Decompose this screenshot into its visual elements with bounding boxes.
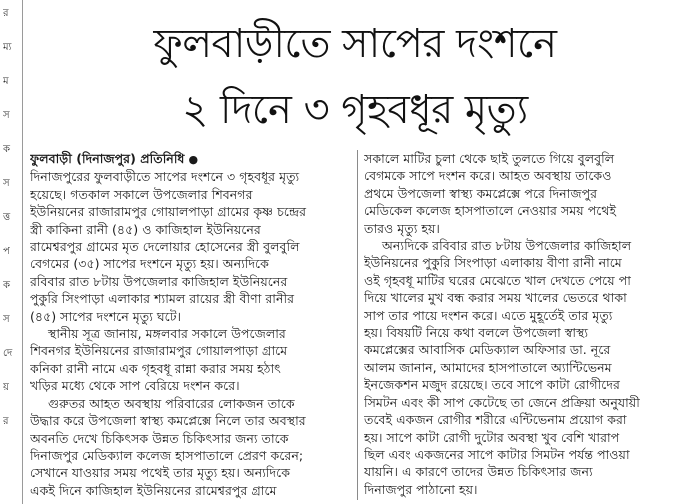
article-line: ইউনিয়নের পুকুরি সিংপাড়া এলাকায় বীণা রানী নামে — [364, 255, 622, 271]
article-line: উদ্ধার করে উপজেলা স্বাস্থ্য কমপ্লেক্সে নিলে তার অবস্থার — [30, 413, 306, 429]
left-column-body — [30, 168, 352, 499]
adjacent-article-fragment: ক — [3, 280, 10, 291]
article-line: মেডিকেল কলেজ হাসপাতালে নেওয়ার সময় পথেই — [364, 203, 617, 219]
adjacent-article-fragment: ম্য — [3, 42, 12, 53]
adjacent-article-fragment: স — [3, 314, 10, 325]
article-line: ওই গৃহবধূ মাটির ঘরের মেঝেতে খাল দেখতে পেয়ে পা — [364, 272, 631, 288]
article-line: সেখানে যাওয়ার সময় পথেই তার মৃত্যু হয়। অন্যদিকে — [30, 465, 290, 481]
article-line: স্ত্রী কাকিনা রানী (৪৫) ও কাজিহাল ইউনিয়নের — [30, 221, 261, 237]
headline-line-2: ২ দিনে ৩ গৃহবধূর মৃত্যু — [182, 87, 528, 133]
adjacent-article-fragment: ক — [3, 144, 10, 155]
adjacent-article-fragment: প — [3, 246, 10, 257]
article-line: রামেশ্বরপুর গ্রামের মৃত দেলোয়ার হোসেনের স্ত্রী বুলবুলি — [30, 239, 300, 255]
article-line: ইউনিয়নের রাজারামপুর গোয়ালপাড়া গ্রামের কৃষ্ণ চন্দ্রের — [30, 204, 307, 220]
article-line: দিনাজপুর পাঠানো হয়। — [364, 481, 478, 497]
adjacent-article-strip — [0, 0, 23, 504]
article-line: সকালে মাটির চুলা থেকে ছাই তুলতে গিয়ে বুলবুলি — [364, 151, 615, 166]
adjacent-article-fragment: র — [3, 416, 9, 427]
article-column-left — [30, 150, 352, 499]
byline-text: ফুলবাড়ী (দিনাজপুর) প্রতিনিধি — [30, 151, 185, 166]
article-line: সাপ তার পায়ে দংশন করে। এতে মুহূর্তেই তার মৃত্যু — [364, 307, 613, 323]
article-line: প্রথমে উপজেলা স্বাস্থ্য কমপ্লেক্সে পরে দিনাজপুর — [364, 185, 598, 201]
article-line: কনিকা রানী নামে এক গৃহবধূ রান্না করার সময় হঠাৎ — [30, 360, 281, 376]
adjacent-article-fragment: স — [3, 110, 10, 121]
watermark-logo — [472, 237, 592, 259]
article-line: শিবনগর ইউনিয়নের রাজারামপুর গোয়ালপাড়া গ্রামে — [30, 343, 288, 359]
article-line: অন্যদিকে রবিবার রাত ৮টায় উপজেলার কাজিহাল — [382, 238, 632, 254]
right-column-body — [364, 150, 682, 498]
article-line: তবেই একজন রোগীর শরীরে এন্টিভেনাম প্রয়োগ করা — [364, 412, 627, 428]
article-line: ছিল এবং একজনের সাপে কাটার সিমটন পর্যন্ত পাওয়া — [364, 446, 630, 462]
article-line: হয়। সাপে কাটা রোগী দুটোর অবস্থা খুব বেশি খারাপ — [364, 429, 620, 445]
article-line: বেগমকে সাপে দংশন করে। আহত অবস্থায় তাকেও — [364, 168, 612, 184]
byline-bullet-icon: ● — [188, 153, 199, 166]
article-line: দিনাজপুরের ফুলবাড়ীতে সাপের দংশনে ৩ গৃহবধূর মৃত্যু — [30, 169, 300, 185]
adjacent-article-fragment: ত্ত — [3, 212, 11, 223]
article-line: সিমটন এবং কী সাপ কেটেছে তা জেনে প্রক্রিয়া অনুযায়ী — [364, 394, 640, 410]
article-line: খড়ির মধ্যে থেকে সাপ বেরিয়ে দংশন করে। — [30, 378, 240, 394]
article-line: যায়নি। এ কারণে তাদের উন্নত চিকিৎসার জন্য — [364, 464, 593, 480]
headline-line-1: ফুলবাড়ীতে সাপের দংশনে — [153, 21, 557, 67]
article-line: হয়। বিষয়টি নিয়ে কথা বললে উপজেলা স্বাস্থ্য — [364, 325, 589, 341]
article-line: ইনজেকশন মজুদ রয়েছে। তবে সাপে কাটা রোগীদের — [364, 377, 620, 393]
article-line: দিয়ে খালের মুখ বন্ধ করার সময় খালের ভেতরে থাকা — [364, 290, 627, 306]
article-line: আলম জানান, আমাদের হাসপাতালে অ্যান্টিভেনম — [364, 359, 612, 375]
article-line: বেগমের (৩৫) সাপের দংশনে মৃত্যু হয়। অন্যদিকে — [30, 256, 269, 272]
article-column-right — [364, 150, 682, 498]
article-line: অবনতি দেখে চিকিৎসক উন্নত চিকিৎসার জন্য তাকে — [30, 430, 289, 446]
article-line: স্থানীয় সূত্র জানায়, মঙ্গলবার সকালে উপজেলার — [48, 326, 286, 342]
article-line: (৪৫) সাপের দংশনে মৃত্যু ঘটে। — [30, 308, 182, 324]
adjacent-article-fragment: র — [3, 8, 9, 19]
adjacent-article-fragment: দে — [3, 348, 13, 359]
article-line: রবিবার রাত ৮টায় উপজেলার কাজিহাল ইউনিয়নের — [30, 273, 288, 289]
article-line: গুরুতর আহত অবস্থায় পরিবারের লোকজন তাকে — [48, 395, 295, 411]
column-divider — [357, 150, 358, 500]
byline — [30, 150, 352, 168]
article-line: কমপ্লেক্সের আবাসিক মেডিক্যাল অফিসার ডা. নূরে — [364, 342, 611, 358]
article-line: হয়েছে। গতকাল সকালে উপজেলার শিবনগর — [30, 186, 253, 202]
adjacent-article-fragment: য় — [3, 382, 9, 393]
adjacent-article-fragment: স — [3, 178, 10, 189]
article-line: তারও মৃত্যু হয়। — [364, 220, 440, 236]
article-line: পুকুরি সিংপাড়া এলাকার শ্যামল রায়ের স্ত্রী বীণা রানীর — [30, 291, 294, 307]
adjacent-article-fragment: ম — [3, 76, 9, 87]
article-line: দিনাজপুর মেডিক্যাল কলেজ হাসপাতালে প্রেরণ করেন; — [30, 447, 304, 463]
article-line: একই দিনে কাজিহাল ইউনিয়নের রামেশ্বরপুর গ্রামে — [30, 482, 277, 498]
